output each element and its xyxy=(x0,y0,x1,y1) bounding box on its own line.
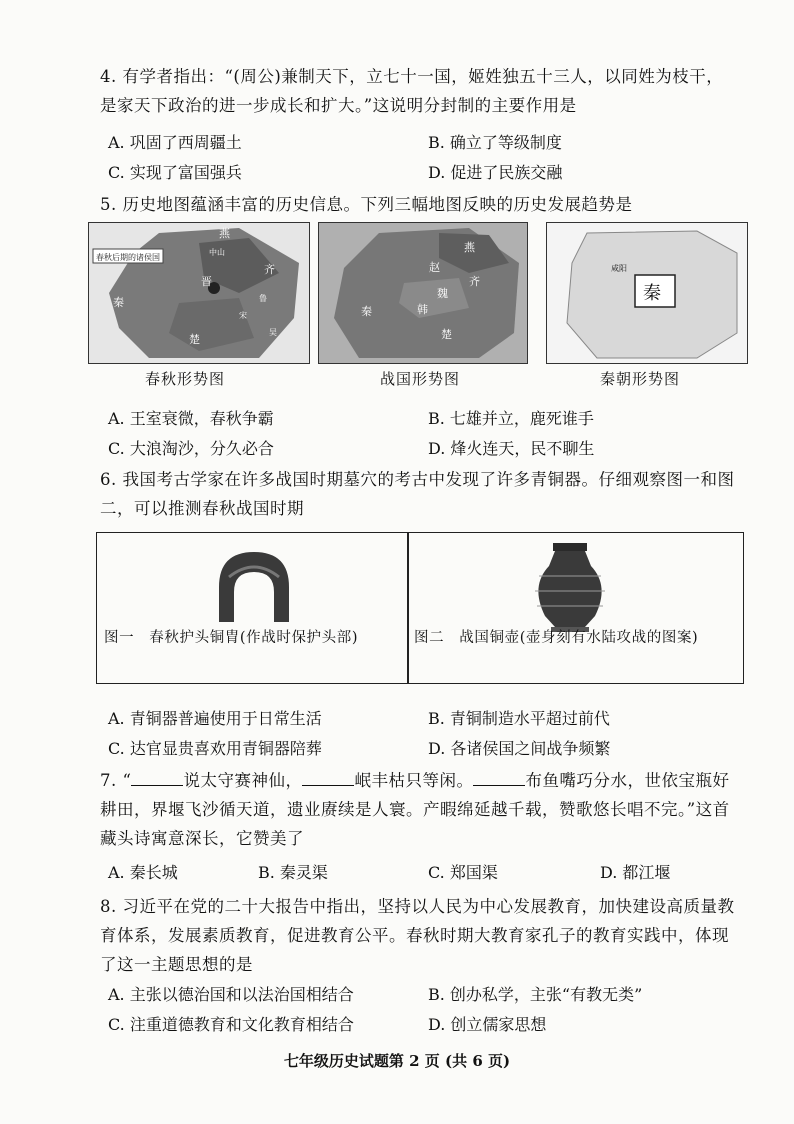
q7-option-d: D. 都江堰 xyxy=(600,863,671,882)
q8-option-c: C. 注重道德教育和文化教育相结合 xyxy=(108,1015,354,1034)
map3-label-xianyang: 咸阳 xyxy=(611,264,627,273)
map2-caption: 战国形势图 xyxy=(380,370,461,388)
q5-option-a: A. 王室衰微，春秋争霸 xyxy=(108,409,274,428)
qin-dynasty-map xyxy=(546,222,748,364)
map1-label-song: 宋 xyxy=(239,311,247,320)
map2-label-yan: 燕 xyxy=(464,241,475,254)
warring-states-map xyxy=(318,222,528,364)
q7-stem-part4: 布鱼嘴巧分水，世依宝瓶好耕田，界堰飞沙循天道，遗业赓续是人寰。产暇绵延越千载，赞歌悠长唱不完。”这首藏头诗寓意深长，它赞美了 xyxy=(100,771,730,848)
q4-option-b: B. 确立了等级制度 xyxy=(428,133,562,152)
q5-option-d: D. 烽火连天，民不聊生 xyxy=(428,439,595,458)
map2-label-han: 韩 xyxy=(417,303,428,316)
map1-label-qi: 齐 xyxy=(264,263,275,276)
q4-option-c: C. 实现了富国强兵 xyxy=(108,163,242,182)
spring-autumn-map xyxy=(88,222,310,364)
bronze-helmet-image xyxy=(209,547,299,627)
q4-option-d: D. 促进了民族交融 xyxy=(428,163,563,182)
question-4-stem: 4. 有学者指出：“(周公)兼制天下，立七十一国，姬姓独五十三人，以同姓为枝干，是家天下政治的进一步成长和扩大。”这说明分封制的主要作用是 xyxy=(100,67,724,115)
map2-label-qi: 齐 xyxy=(469,275,480,288)
map1-label-jin: 晋 xyxy=(201,275,212,288)
q8-option-a: A. 主张以德治国和以法治国相结合 xyxy=(108,985,354,1004)
q8-option-b: B. 创办私学，主张“有教无类” xyxy=(428,985,643,1004)
map3-label-qin: 秦 xyxy=(643,283,661,304)
figure-divider xyxy=(407,533,409,683)
map3-caption: 秦朝形势图 xyxy=(600,370,681,388)
q7-option-c: C. 郑国渠 xyxy=(428,863,498,882)
question-6-stem: 6. 我国考古学家在许多战国时期墓穴的考古中发现了许多青铜器。仔细观察图一和图二，可以推测春秋战国时期 xyxy=(100,470,735,518)
map1-label-qin: 秦 xyxy=(113,296,124,309)
q6-option-d: D. 各诸侯国之间战争频繁 xyxy=(428,739,611,758)
question-5-stem: 5. 历史地图蕴涵丰富的历史信息。下列三幅地图反映的历史发展趋势是 xyxy=(100,195,633,214)
q7-stem-part3: 岷丰枯只等闲。 xyxy=(354,771,474,790)
q4-option-a: A. 巩固了西周疆土 xyxy=(108,133,242,152)
map2-label-wei: 魏 xyxy=(437,287,448,300)
q8-option-d: D. 创立儒家思想 xyxy=(428,1015,547,1034)
q6-option-a: A. 青铜器普遍使用于日常生活 xyxy=(108,709,322,728)
spring-autumn-map-image xyxy=(89,223,309,363)
qin-dynasty-map-image xyxy=(547,223,747,363)
map1-label-zhongshan: 中山 xyxy=(209,248,225,257)
map2-label-chu: 楚 xyxy=(441,328,452,341)
warring-states-map-image xyxy=(319,223,527,363)
q7-stem-part1: 7. “ xyxy=(100,771,132,790)
map2-label-qin: 秦 xyxy=(361,305,372,318)
q6-option-b: B. 青铜制造水平超过前代 xyxy=(428,709,610,728)
figure-2-caption: 图二 战国铜壶(壶身刻有水陆攻战的图案) xyxy=(414,630,699,646)
page-footer: 七年级历史试题第 2 页 (共 6 页) xyxy=(283,1052,511,1070)
q5-option-b: B. 七雄并立，鹿死谁手 xyxy=(428,409,594,428)
question-8-stem: 8. 习近平在党的二十大报告中指出，坚持以人民为中心发展教育，加快建设高质量教育体系，发展素质教育，促进教育公平。春秋时期大教育家孔子的教育实践中，体现了这一主题思想的是 xyxy=(100,897,735,974)
figure-1-caption: 图一 春秋护头铜胄(作战时保护头部) xyxy=(104,630,359,646)
question-7-stem xyxy=(100,766,740,853)
q5-option-c: C. 大浪淘沙，分久必合 xyxy=(108,439,274,458)
q7-blank-3 xyxy=(473,771,525,786)
q7-blank-2 xyxy=(302,771,354,786)
q7-option-a: A. 秦长城 xyxy=(108,863,178,882)
map1-label-lu: 鲁 xyxy=(259,294,267,303)
map2-label-zhao: 赵 xyxy=(429,261,440,274)
bronze-figure-box xyxy=(96,532,744,684)
q7-blank-1 xyxy=(131,771,183,786)
bronze-pot-image xyxy=(525,541,615,633)
q7-option-b: B. 秦灵渠 xyxy=(258,863,328,882)
map1-label-yan: 燕 xyxy=(219,227,230,240)
q6-option-c: C. 达官显贵喜欢用青铜器陪葬 xyxy=(108,739,322,758)
map1-caption: 春秋形势图 xyxy=(145,370,226,388)
map1-label-chu: 楚 xyxy=(189,333,200,346)
q7-stem-part2: 说太守赛神仙， xyxy=(183,771,303,790)
map1-legend-text: 春秋后期的诸侯国 xyxy=(96,253,160,262)
history-maps xyxy=(88,222,748,362)
map1-label-wu: 吴 xyxy=(269,328,277,337)
